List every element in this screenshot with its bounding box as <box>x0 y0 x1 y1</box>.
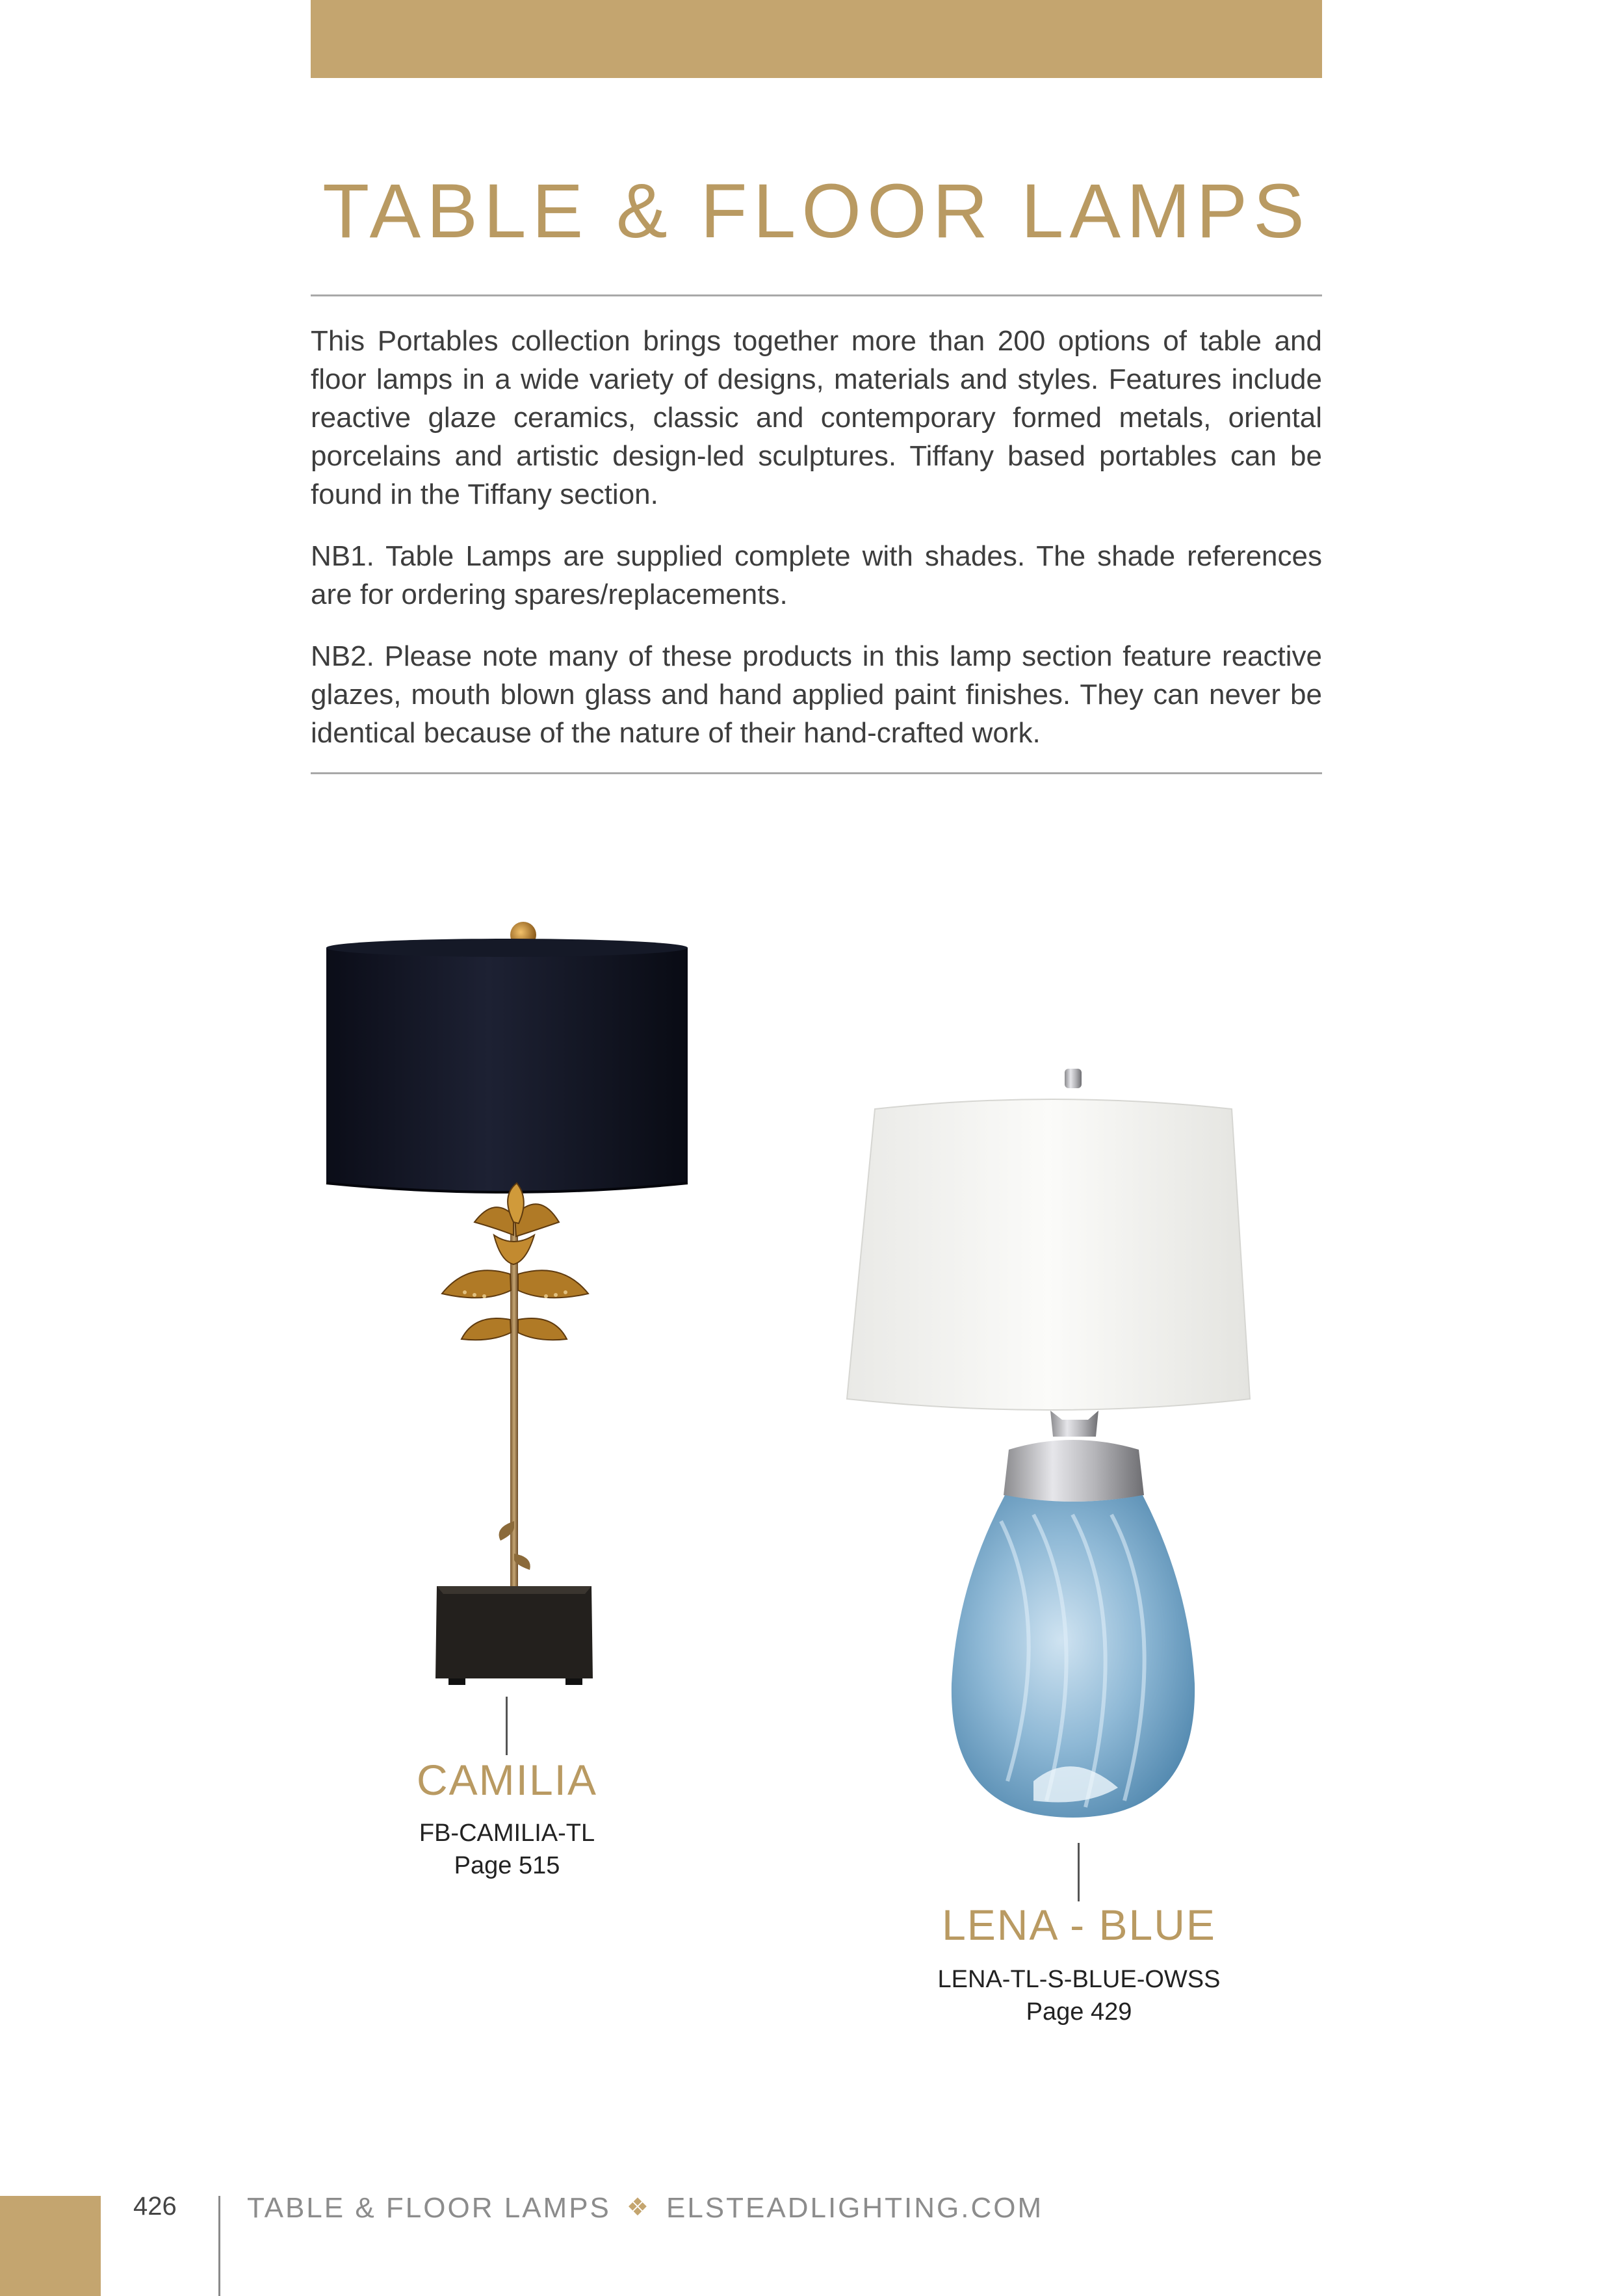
footer-divider <box>218 2196 220 2296</box>
product-page-camilia: Page 515 <box>454 1852 560 1879</box>
nb2-paragraph: NB2. Please note many of these products in this lamp section feature reactive glazes, mouth blown glass and hand applied paint finishes. They can never be identical because of the nature of their hand-crafted work. <box>311 640 1322 749</box>
footer-website-link[interactable]: ELSTEADLIGHTING.COM <box>666 2192 1044 2224</box>
page-number: 426 <box>133 2192 177 2221</box>
divider-top <box>311 294 1322 296</box>
product-code-lena-blue: LENA-TL-S-BLUE-OWSS <box>937 1966 1221 1993</box>
intro-paragraph: This Portables collection brings together more than 200 options of table and floor lamps in a wide variety of designs, materials and styles. Features include reactive glaze ceramics, classic and contemporary formed metals, oriental porcelains and artistic design-led sculptures. Tiffany based portables can be found in the Tiffany section. <box>311 325 1322 510</box>
header-gold-band <box>311 0 1322 78</box>
product-page-lena-blue: Page 429 <box>1026 1998 1132 2026</box>
divider-bottom <box>311 772 1322 774</box>
lena-blue-lamp-image <box>838 1066 1254 1840</box>
footer-text <box>247 2192 1043 2224</box>
lena-leader-line <box>1078 1843 1080 1901</box>
nb1-paragraph: NB1. Table Lamps are supplied complete with shades. The shade references are for ordering spares/replacements. <box>311 540 1322 610</box>
footer-section: TABLE & FLOOR LAMPS <box>247 2192 611 2224</box>
footer-gold-block <box>0 2196 101 2296</box>
product-name-lena-blue: LENA - BLUE <box>942 1901 1216 1949</box>
product-name-camilia: CAMILIA <box>416 1756 598 1804</box>
intro-text <box>311 322 1322 776</box>
camilia-leader-line <box>506 1697 508 1755</box>
diamond-separator-icon: ❖ <box>626 2194 651 2221</box>
page-title: TABLE & FLOOR LAMPS <box>322 168 1310 254</box>
camilia-lamp-image <box>299 910 767 1703</box>
product-code-camilia: FB-CAMILIA-TL <box>419 1820 595 1847</box>
